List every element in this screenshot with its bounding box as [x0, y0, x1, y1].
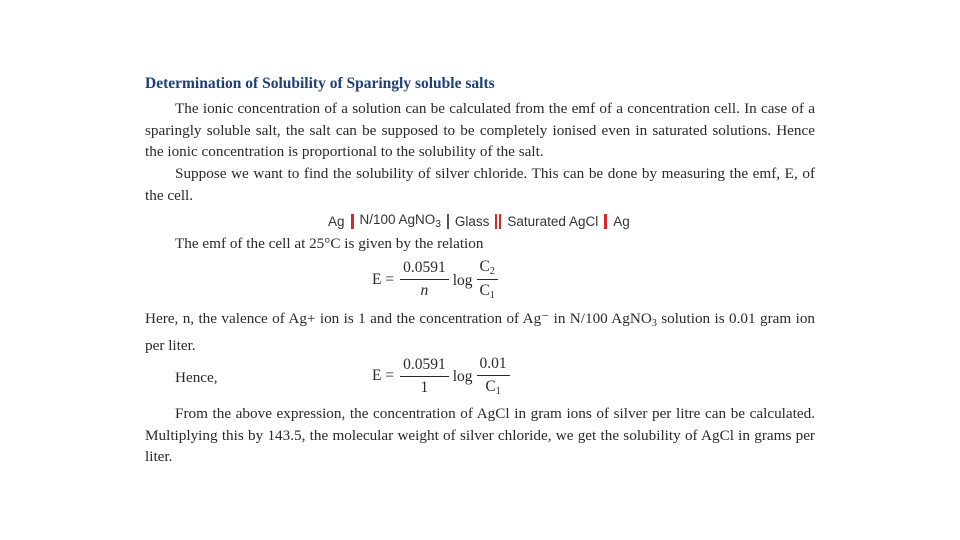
equation-emf-specific: [372, 355, 512, 397]
paragraph-suppose: Suppose we want to find the solubility of silver chloride. This can be done by measuring the emf, E, of the cell.: [145, 165, 815, 204]
cell-glass: Glass: [454, 213, 490, 229]
phase-boundary-bar: [351, 214, 354, 229]
eq1-log: log: [452, 271, 473, 289]
salt-bridge-double-bar: [495, 214, 501, 229]
cell-ag-left: Ag: [328, 213, 345, 229]
eq2-concentration-fraction: $\frac{0.01}{C_1}$: [477, 355, 510, 397]
cell-agno3: N/100 AgNO$_3$: [359, 212, 441, 230]
phase-boundary-bar: [447, 214, 449, 229]
cell-notation: [328, 212, 630, 230]
eq1-lhs: E =: [372, 270, 395, 288]
eq2-log: log: [452, 368, 473, 385]
hence-label: Hence,: [175, 369, 218, 386]
cell-ag-right: Ag: [613, 213, 630, 229]
cell-agcl: Saturated AgCl: [507, 213, 599, 229]
section-heading: Determination of Solubility of Sparingly soluble salts: [145, 75, 495, 92]
eq1-coefficient-fraction: $\frac{0.0591}{n}$: [400, 259, 449, 300]
eq1-concentration-fraction: $\frac{C_2}{C_1}$: [477, 258, 498, 301]
equation-emf-general: [372, 258, 500, 301]
paragraph-conclusion: From the above expression, the concentration of AgCl in gram ions of silver per litre can be calculated. Multiplying this by 143.5, the molecular weight of silver chloride, we get the solubility of AgCl in grams per liter.: [145, 405, 815, 465]
paragraph-valence: Here, n, the valence of Ag+ ion is 1 and the concentration of Ag⁻ in N/100 AgNO$_3$ solution is 0.01 gram ion per liter.: [145, 310, 816, 354]
paragraph-emf-relation: The emf of the cell at 25°C is given by the relation: [175, 235, 484, 252]
eq2-coefficient-fraction: $\frac{0.0591}{1}$: [400, 356, 449, 397]
eq2-lhs: E =: [372, 367, 395, 384]
paragraph-intro: The ionic concentration of a solution can be calculated from the emf of a concentration cell. In case of a sparingly soluble salt, the salt can be supposed to be completely ionised even in saturated solutions. Hence the ionic concentration is proportional to the solubility of the salt.: [145, 100, 815, 160]
phase-boundary-bar: [604, 214, 607, 229]
